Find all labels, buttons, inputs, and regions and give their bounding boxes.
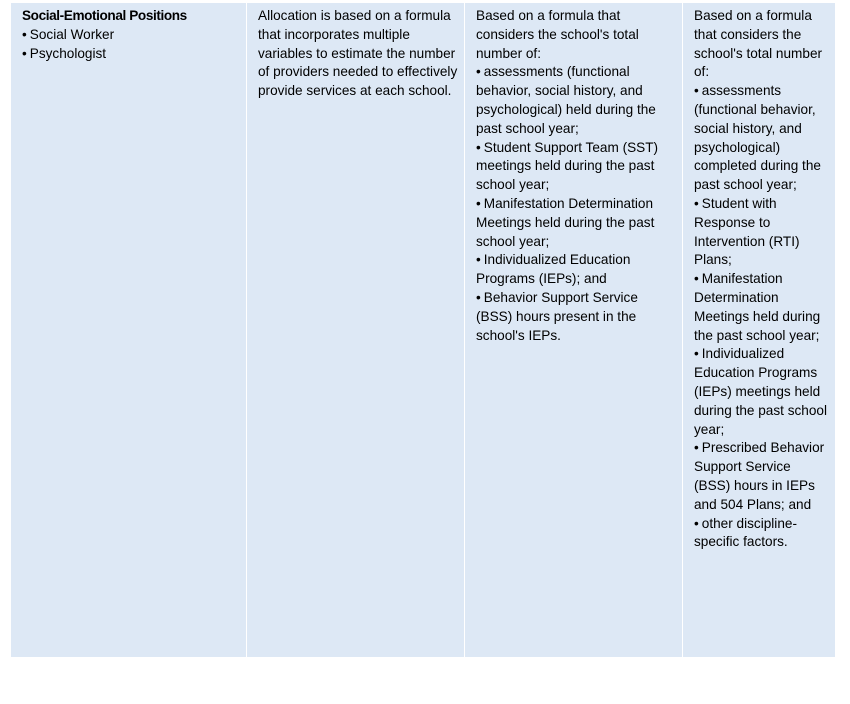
prior-formula-item: • Manifestation Determination Meetings held during the past school year;: [476, 195, 676, 251]
new-formula-cell: [682, 3, 835, 657]
position-item: • Psychologist: [22, 45, 240, 64]
new-formula-item: • Individualized Education Programs (IEPs) meetings held during the past school year;: [694, 345, 829, 439]
new-formula-item: • Prescribed Behavior Support Service (BSS) hours in IEPs and 504 Plans; and: [694, 439, 829, 514]
new-formula-item: • assessments (functional behavior, social history, and psychological) completed during the past school year;: [694, 82, 829, 195]
new-formula-item: • Student with Response to Intervention (RTI) Plans;: [694, 195, 829, 270]
allocation-table-row: [11, 3, 835, 657]
position-item: • Social Worker: [22, 26, 240, 45]
allocation-text: Allocation is based on a formula that incorporates multiple variables to estimate the number of providers needed to effectively provide services at each school.: [258, 8, 462, 99]
new-formula-item: • Manifestation Determination Meetings held during the past school year;: [694, 270, 829, 345]
prior-formula-item: • Behavior Support Service (BSS) hours present in the school's IEPs.: [476, 289, 676, 345]
prior-formula-intro: Based on a formula that considers the school's total number of:: [476, 8, 643, 61]
prior-formula-item: • Student Support Team (SST) meetings held during the past school year;: [476, 139, 676, 195]
prior-formula-cell: [464, 3, 682, 657]
allocation-description-cell: [246, 3, 464, 657]
prior-formula-item: • Individualized Education Programs (IEPs); and: [476, 251, 676, 289]
new-formula-intro: Based on a formula that considers the school's total number of:: [694, 8, 826, 80]
prior-formula-item: • assessments (functional behavior, social history, and psychological) held during the past school year;: [476, 63, 676, 138]
new-formula-item: • other discipline-specific factors.: [694, 515, 829, 553]
category-heading: Social-Emotional Positions: [22, 8, 187, 23]
position-category-cell: [11, 3, 246, 657]
